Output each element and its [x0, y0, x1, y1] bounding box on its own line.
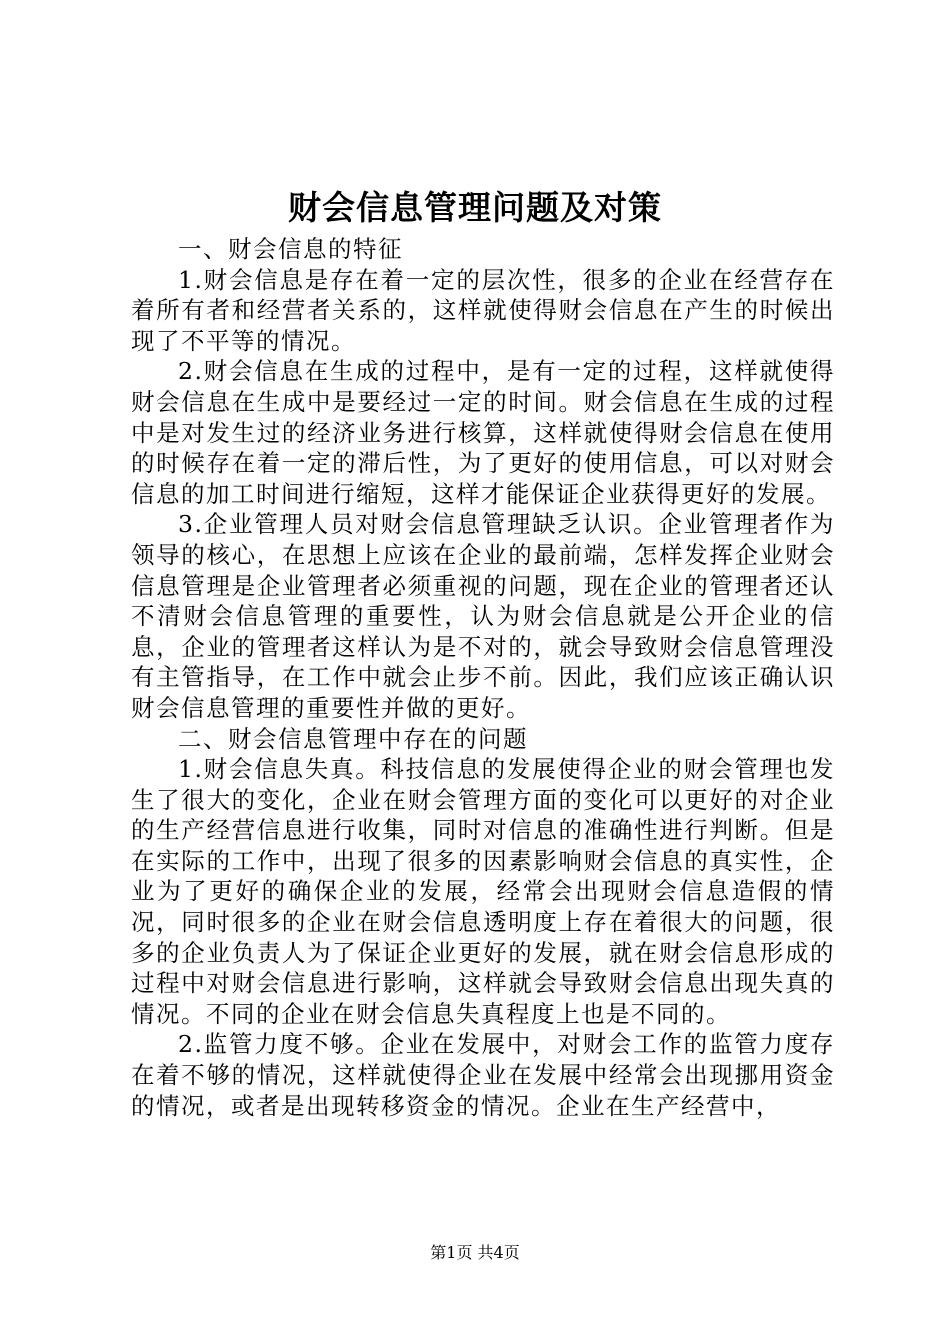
paragraph: 2.监管力度不够。企业在发展中，对财会工作的监管力度存在着不够的情况，这样就使得企业在发展中经常会出现挪用资金的情况，或者是出现转移资金的情况。企业在生产经营中， — [131, 1030, 835, 1120]
document-title: 财会信息管理问题及对策 — [288, 188, 662, 227]
section-heading-1: 一、财会信息的特征 — [178, 235, 403, 263]
page-number-footer: 第1页 共4页 — [430, 1243, 520, 1262]
paragraph: 2.财会信息在生成的过程中，是有一定的过程，这样就使得财会信息在生成中是要经过一定的时间。财会信息在生成的过程中是对发生过的经济业务进行核算，这样就使得财会信息在使用的时候存在着一定的滞后性，为了更好的使用信息，可以对财会信息的加工时间进行缩短，这样才能保证企业获得更好的发展。 — [131, 357, 835, 508]
paragraph: 1.财会信息失真。科技信息的发展使得企业的财会管理也发生了很大的变化，企业在财会管理方面的变化可以更好的对企业的生产经营信息进行收集，同时对信息的准确性进行判断。但是在实际的工作中，出现了很多的因素影响财会信息的真实性，企业为了更好的确保企业的发展，经常会出现财会信息造假的情况，同时很多的企业在财会信息透明度上存在着很大的问题，很多的企业负责人为了保证企业更好的发展，就在财会信息形成的过程中对财会信息进行影响，这样就会导致财会信息出现失真的情况。不同的企业在财会信息失真程度上也是不同的。 — [131, 755, 835, 1028]
document-body — [131, 234, 835, 1121]
paragraph: 3.企业管理人员对财会信息管理缺乏认识。企业管理者作为领导的核心，在思想上应该在企业的最前端，怎样发挥企业财会信息管理是企业管理者必须重视的问题，现在企业的管理者还认不清财会信息管理的重要性，认为财会信息就是公开企业的信息，企业的管理者这样认为是不对的，就会导致财会信息管理没有主管指导，在工作中就会止步不前。因此，我们应该正确认识财会信息管理的重要性并做的更好。 — [131, 510, 835, 722]
section-heading-2: 二、财会信息管理中存在的问题 — [178, 724, 528, 753]
paragraph: 1.财会信息是存在着一定的层次性，很多的企业在经营存在着所有者和经营者关系的，这样就使得财会信息在产生的时候出现了不平等的情况。 — [131, 265, 835, 355]
